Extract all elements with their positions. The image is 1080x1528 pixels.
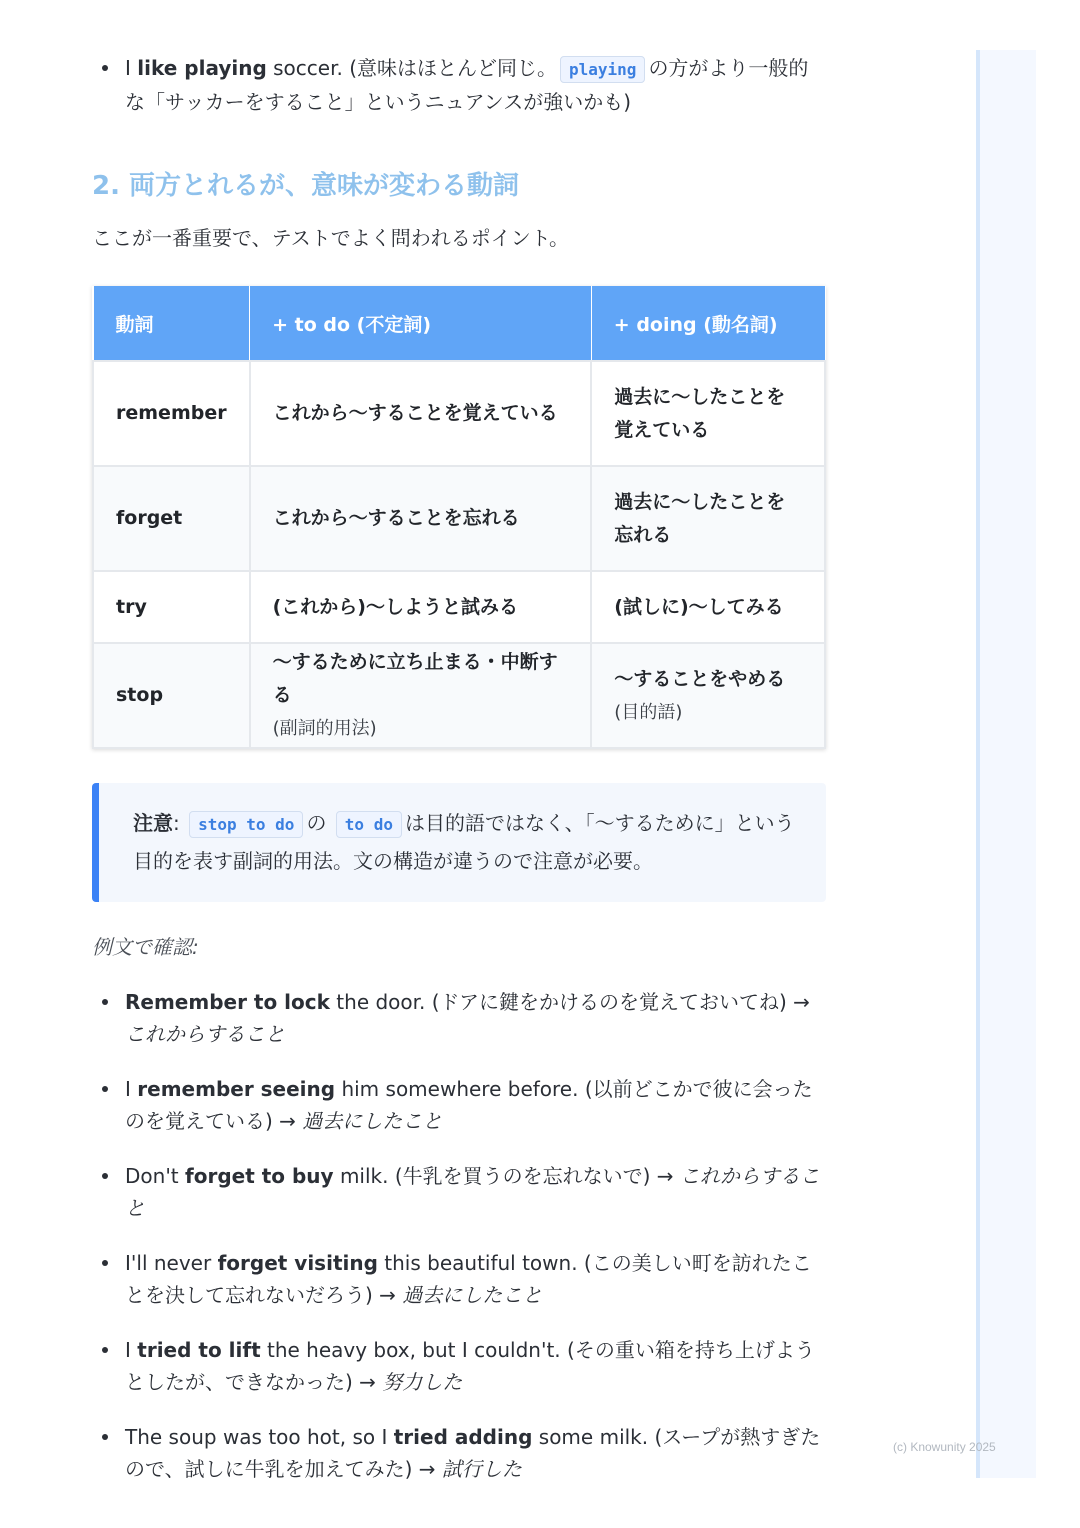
cell-text: (試しに)〜してみる [614,595,784,618]
text: I'll never [125,1251,218,1275]
to-do-cell [250,361,592,466]
examples-label: 例文で確認: [92,935,199,959]
to-do-cell [250,643,592,748]
to-do-cell [250,571,592,643]
text: の [306,811,327,835]
note-label: 注意 [133,811,173,835]
text: milk. (牛乳を買うのを忘れないで) → [333,1164,680,1188]
examples-list [92,986,826,1485]
cell-text: (これから)〜しようと試みる [272,595,518,618]
italic-text: これからすること [125,1022,285,1046]
verb-cell: remember [93,361,250,466]
verb-cell: stop [93,643,250,748]
table-row [93,361,825,466]
text: I [125,1338,138,1362]
cell-subtext: (副詞的用法) [272,718,377,739]
cell-text: 〜するために立ち止まる・中断する [272,651,558,706]
example-item [92,1160,826,1224]
bold-text: like playing [137,56,267,80]
top-list [92,52,826,118]
italic-text: 過去にしたこと [302,1109,443,1133]
to-do-cell [250,466,592,571]
header-doing: + doing (動名詞) [591,286,825,361]
example-item [92,1421,826,1485]
doing-cell [591,361,825,466]
doing-cell [591,643,825,748]
italic-text: 試行した [441,1457,522,1481]
doing-cell [591,571,825,643]
table-row [93,466,825,571]
text: : [173,811,180,835]
section-heading: 2. 両方とれるが、意味が変わる動詞 [92,171,520,201]
text: him somewhere before. (以前どこかで彼に会ったのを覚えている) → [125,1077,813,1133]
cell-text: これから〜することを忘れる [272,507,520,529]
header-verb: 動詞 [93,286,250,361]
text: soccer. (意味はほとんど同じ。 [266,56,557,80]
list-item [92,52,826,118]
inline-code: to do [336,811,402,838]
cell-text: 過去に〜したことを忘れる [614,490,786,546]
text: the door. (ドアに鍵をかけるのを覚えておいてね) → [329,990,810,1014]
text: some milk. (スープが熱すぎたので、試しに牛乳を加えてみた) → [125,1425,821,1481]
verb-table [92,286,826,749]
bold-text: tried to lift [137,1338,261,1362]
copyright-footer: (c) Knowunity 2025 [893,1440,996,1454]
note-callout [92,783,826,902]
header-to-do: + to do (不定詞) [250,286,592,361]
cell-text: これから〜することを覚えている [272,402,558,424]
right-sidebar [976,50,1036,1478]
example-item [92,1334,826,1398]
cell-subtext: (目的語) [614,701,683,723]
text: this beautiful town. (この美しい町を訪れたことを決して忘れないだろう) → [125,1251,812,1307]
example-item [92,1247,826,1311]
bold-text: remember seeing [137,1077,336,1101]
verb-cell: try [93,571,250,643]
inline-code: playing [560,56,645,83]
bold-text: tried adding [393,1425,533,1449]
verb-cell: forget [93,466,250,571]
bold-text: Remember to lock [125,990,330,1014]
text: I [125,56,138,80]
example-item [92,1073,826,1137]
text: The soup was too hot, so I [125,1425,394,1449]
text: Don't [125,1164,186,1188]
text: I [125,1077,138,1101]
text: の方がより一般的な「サッカーをすること」というニュアンスが強いかも) [125,56,809,114]
example-item [92,986,826,1050]
table-row [93,643,825,748]
italic-text: 努力した [382,1370,463,1394]
italic-text: 過去にしたこと [402,1283,543,1307]
note-text: は目的語ではなく、「〜するために」という目的を表す副詞的用法。文の構造が違うので注意が必要。 [133,811,795,873]
cell-text: 過去に〜したことを覚えている [614,385,786,441]
table-header-row [93,286,825,361]
table-row [93,571,825,643]
doing-cell [591,466,825,571]
bold-text: forget visiting [217,1251,378,1275]
section-intro: ここが一番重要で、テストでよく問われるポイント。 [92,226,569,250]
italic-text: これからすること [125,1164,820,1220]
main-content [92,52,826,1508]
text: the heavy box, but I couldn't. (その重い箱を持ち上げようとしたが、できなかった) → [125,1338,815,1394]
inline-code: stop to do [189,811,303,838]
cell-text: 〜することをやめる [614,667,786,690]
bold-text: forget to buy [185,1164,334,1188]
